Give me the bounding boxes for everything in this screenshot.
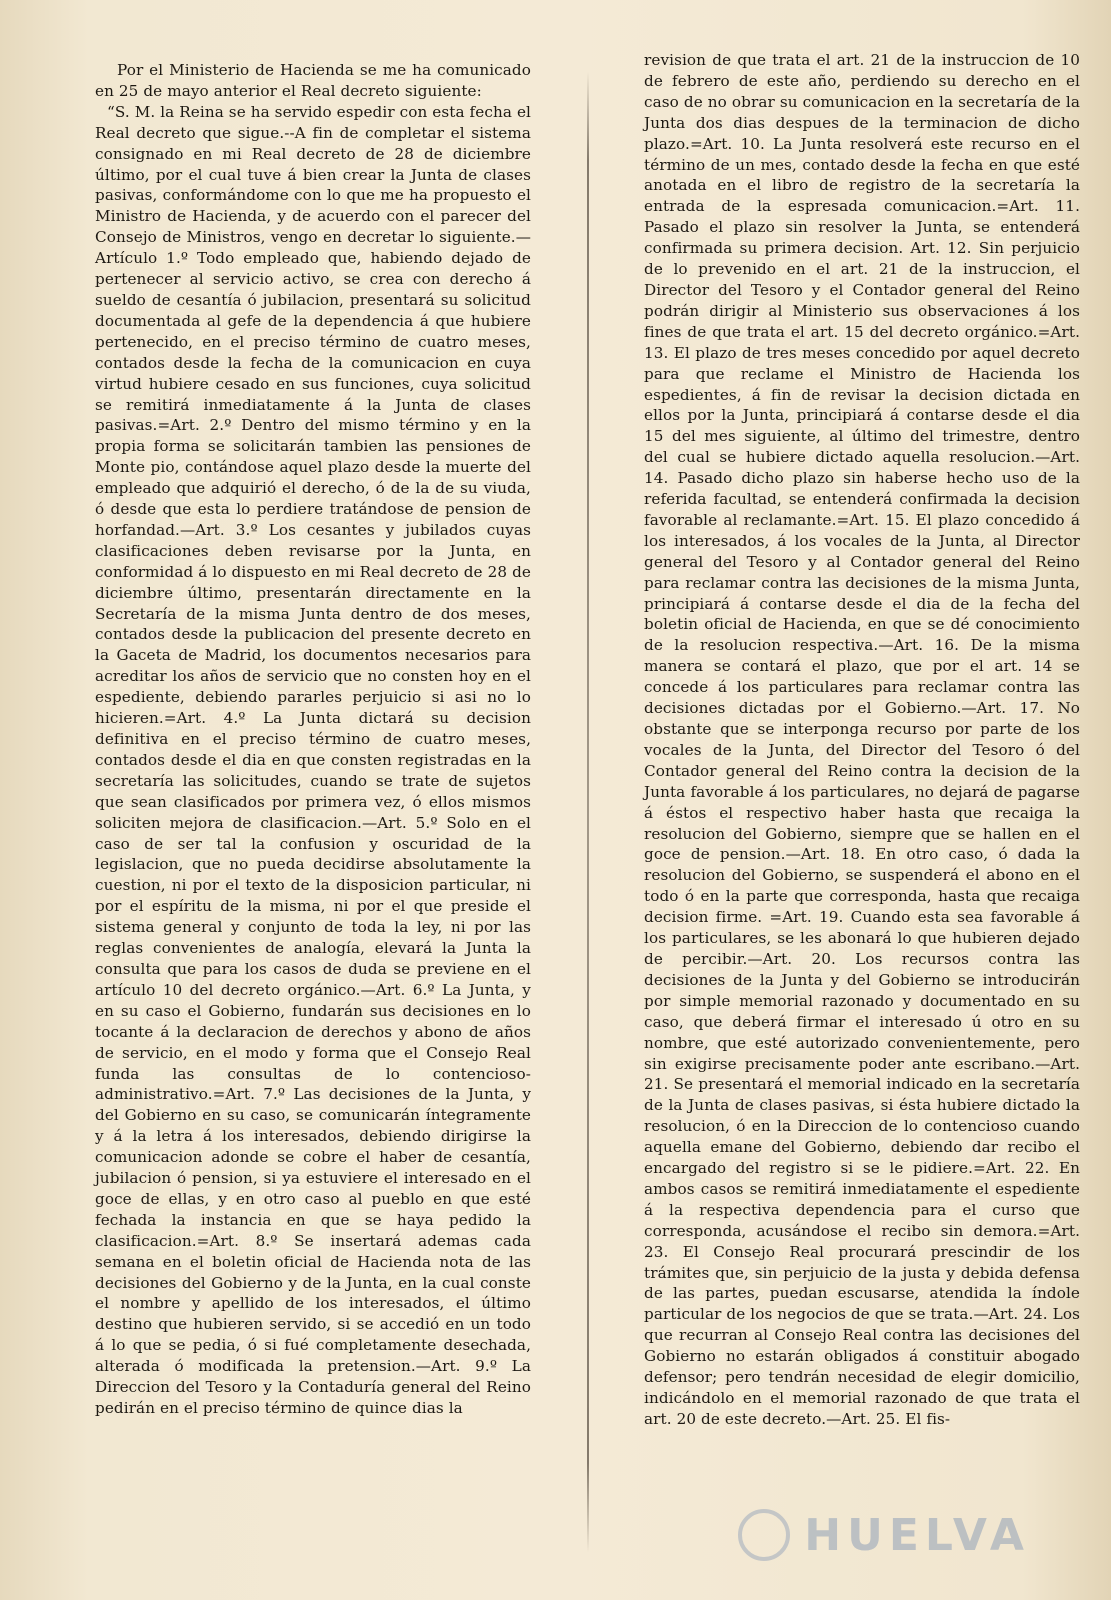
- decree-text-part-2: revision de que trata el art. 21 de la instruccion de 10 de febrero de este año, perdiendo su derecho en el caso de no obrar su comunicacion en la secretaría de la Junta dos dias despues de la terminacion de dicho plazo.=Art. 10. La Junta resolverá este recurso en el término de un mes, contado desde la fecha en que esté anotada en el libro de registro de la secretaría la entrada de la espresada comunicacion.=Art. 11. Pasado el plazo sin resolver la Junta, se entenderá confirmada su primera decision. Art. 12. Sin perjuicio de lo prevenido en el art. 21 de la instruccion, el Director del Tesoro y el Contador general del Reino podrán dirigir al Ministerio sus observaciones á los fines de que trata el art. 15 del decreto orgánico.=Art. 13. El plazo de tres meses concedido por aquel decreto para que reclame el Ministro de Hacienda los espedientes, á fin de revisar la decision dictada en ellos por la Junta, principiará á contarse desde el dia 15 del mes siguiente, al último del trimestre, dentro del cual se hubiere dictado aquella resolucion.—Art. 14. Pasado dicho plazo sin haberse hecho uso de la referida facultad, se entenderá confirmada la decision favorable al reclamante.=Art. 15. El plazo concedido á los interesados, á los vocales de la Junta, al Director general del Tesoro y al Contador general del Reino para reclamar contra las decisiones de la misma Junta, principiará á contarse desde el dia de la fecha del boletin oficial de Hacienda, en que se dé conocimiento de la resolucion respectiva.—Art. 16. De la misma manera se contará el plazo, que por el art. 14 se concede á los particulares para reclamar contra las decisiones dictadas por el Gobierno.—Art. 17. No obstante que se interponga recurso por parte de los vocales de la Junta, del Director del Tesoro ó del Contador general del Reino contra la decision de la Junta favorable á los particulares, no dejará de pagarse á éstos el respectivo haber hasta que recaiga la resolucion del Gobierno, siempre que se hallen en el goce de pension.—Art. 18. En otro caso, ó dada la resolucion del Gobierno, se suspenderá el abono en el todo ó en la parte que corresponda, hasta que recaiga decision firme. =Art. 19. Cuando esta sea favorable á los particulares, se les abonará lo que hubieren dejado de percibir.—Art. 20. Los recursos contra las decisiones de la Junta y del Gobierno se introducirán por simple memorial razonado y documentado en su caso, que deberá firmar el interesado ú otro en su nombre, que esté autorizado convenientemente, pero sin exigirse precisamente poder ante escribano.—Art. 21. Se presentará el memorial indicado en la secretaría de la Junta de clases pasivas, si ésta hubiere dictado la resolucion, ó en la Direccion de lo contencioso cuando aquella emane del Gobierno, debiendo dar recibo el encargado del registro si se le pidiere.=Art. 22. En ambos casos se remitirá inmediatamente el espediente á la respectiva dependencia para el curso que corresponda, acusándose el recibo sin demora.=Art. 23. El Consejo Real procurará prescindir de los trámites que, sin perjuicio de la justa y debida defensa de las partes, puedan escusarse, atendida la índole particular de los negocios de que se trata.—Art. 24. Los que recurran al Consejo Real contra las decisiones del Gobierno no estarán obligados á constituir abogado defensor; pero tendrán necesidad de elegir domicilio, indicándolo en el memorial razonado de que trata el art. 20 de este decreto.—Art. 25. El fis-: [644, 51, 1080, 1428]
- right-column: [644, 50, 1080, 1430]
- archive-watermark: [700, 1500, 1030, 1570]
- column-divider: [587, 72, 589, 1552]
- intro-paragraph: Por el Ministerio de Hacienda se me ha comunicado en 25 de mayo anterior el Real decreto siguiente:: [95, 61, 531, 100]
- left-column: [95, 60, 531, 1419]
- watermark-text: HUELVA: [804, 1509, 1030, 1561]
- archive-seal-icon: [738, 1509, 790, 1561]
- decree-text-part-1: “S. M. la Reina se ha servido espedir con esta fecha el Real decreto que sigue.--A fin de completar el sistema consignado en mi Real decreto de 28 de diciembre último, por el cual tuve á bien crear la Junta de clases pasivas, conformándome con lo que me ha propuesto el Ministro de Hacienda, y de acuerdo con el parecer del Consejo de Ministros, vengo en decretar lo siguiente.—Artículo 1.º Todo empleado que, habiendo dejado de pertenecer al servicio activo, se crea con derecho á sueldo de cesantía ó jubilacion, presentará su solicitud documentada al gefe de la dependencia á que hubiere pertenecido, en el preciso término de cuatro meses, contados desde la fecha de la comunicacion en cuya virtud hubiere cesado en sus funciones, cuya solicitud se remitirá inmediatamente á la Junta de clases pasivas.=Art. 2.º Dentro del mismo término y en la propia forma se solicitarán tambien las pensiones de Monte pio, contándose aquel plazo desde la muerte del empleado que adquirió el derecho, ó de la de su viuda, ó desde que esta lo perdiere tratándose de pension de horfandad.—Art. 3.º Los cesantes y jubilados cuyas clasificaciones deben revisarse por la Junta, en conformidad á lo dispuesto en mi Real decreto de 28 de diciembre último, presentarán directamente en la Secretaría de la misma Junta dentro de dos meses, contados desde la publicacion del presente decreto en la Gaceta de Madrid, los documentos necesarios para acreditar los años de servicio que no consten hoy en el espediente, debiendo pararles perjuicio si asi no lo hicieren.=Art. 4.º La Junta dictará su decision definitiva en el preciso término de cuatro meses, contados desde el dia en que consten registradas en la secretaría las solicitudes, cuando se trate de sujetos que sean clasificados por primera vez, ó ellos mismos soliciten mejora de clasificacion.—Art. 5.º Solo en el caso de ser tal la confusion y oscuridad de la legislacion, que no pueda decidirse absolutamente la cuestion, ni por el texto de la disposicion particular, ni por el espíritu de la misma, ni por el que preside el sistema general y conjunto de toda la ley, ni por las reglas convenientes de analogía, elevará la Junta la consulta que para los casos de duda se previene en el artículo 10 del decreto orgánico.—Art. 6.º La Junta, y en su caso el Gobierno, fundarán sus decisiones en lo tocante á la declaracion de derechos y abono de años de servicio, en el modo y forma que el Consejo Real funda las consultas de lo contencioso-administrativo.=Art. 7.º Las decisiones de la Junta, y del Gobierno en su caso, se comunicarán íntegramente y á la letra á los interesados, debiendo dirigirse la comunicacion adonde se cobre el haber de cesantía, jubilacion ó pension, si ya estuviere el interesado en el goce de ellas, y en otro caso al pueblo en que esté fechada la instancia en que se haya pedido la clasificacion.=Art. 8.º Se insertará ademas cada semana en el boletin oficial de Hacienda nota de las decisiones del Gobierno y de la Junta, en la cual conste el nombre y apellido de los interesados, el último destino que hubieren servido, si se accedió en un todo á lo que se pedia, ó si fué completamente desechada, alterada ó modificada la pretension.—Art. 9.º La Direccion del Tesoro y la Contaduría general del Reino pedirán en el preciso término de quince dias la: [95, 102, 531, 1417]
